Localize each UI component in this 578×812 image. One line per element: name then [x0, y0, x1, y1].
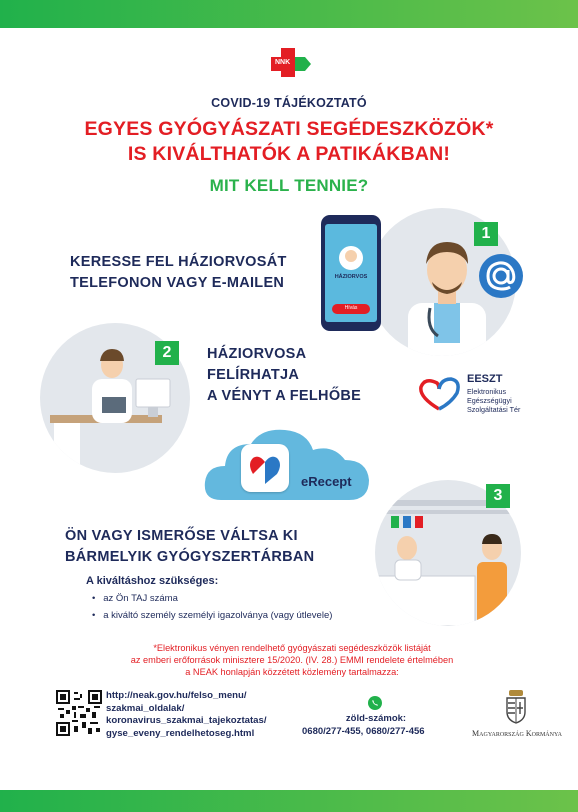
eeszt-heart-icon: [415, 375, 463, 413]
link-line3[interactable]: koronavirus_szakmai_tajekoztatas/: [106, 715, 267, 726]
step3-text: [65, 526, 314, 568]
erecept-cloud: [201, 422, 373, 512]
step2-line1: HÁZIORVOSA: [207, 346, 307, 362]
step2-number: 2: [155, 341, 179, 365]
kicker-title: COVID-19 TÁJÉKOZTATÓ: [211, 96, 367, 110]
coat-of-arms-icon: [503, 688, 529, 724]
eeszt-title: EESZT: [467, 373, 503, 385]
neak-link[interactable]: [106, 690, 267, 740]
requirement-item: • a kiváltó személy személyi igazolványa (vagy útlevele): [92, 610, 333, 621]
eeszt-line3: Szolgáltatási Tér: [467, 405, 521, 414]
whatsapp-phone-icon: [368, 696, 382, 710]
footnote-line3: a NEAK honlapján közzétett közlemény tartalmazza:: [185, 667, 399, 677]
step3-line2: BÁRMELYIK GYÓGYSZERTÁRBAN: [65, 549, 315, 565]
main-title-line2: IS KIVÁLTHATÓK A PATIKÁKBAN!: [127, 143, 451, 165]
eeszt-logo: [415, 373, 545, 419]
bottom-green-band: [0, 790, 578, 812]
logo-text: NNK: [275, 59, 291, 66]
step1-line1: KERESSE FEL HÁZIORVOSÁT: [70, 254, 287, 270]
contact-numbers: 0680/277-455, 0680/277-456: [302, 726, 425, 737]
step1-number: 1: [474, 222, 498, 246]
step1-line2: TELEFONON VAGY E-MAILEN: [70, 275, 285, 291]
footnote-line2: az emberi erőforrások minisztere 15/2020. (IV. 28.) EMMI rendelete értelmében: [130, 655, 454, 665]
main-title-line1: EGYES GYÓGYÁSZATI SEGÉDESZKÖZÖK*: [84, 118, 494, 140]
erecept-label: eRecept: [301, 474, 352, 489]
step3-number: 3: [486, 484, 510, 508]
requirement-item-text: az Ön TAJ száma: [103, 593, 178, 604]
link-line4[interactable]: gyse_eveny_rendelhetoseg.html: [106, 727, 255, 739]
government-name: Magyarország Kormánya: [472, 729, 562, 738]
step2-text: [207, 344, 361, 407]
qr-code: [56, 690, 102, 736]
subtitle: MIT KELL TENNIE?: [209, 176, 369, 195]
link-line1[interactable]: http://neak.gov.hu/felso_menu/: [106, 690, 247, 701]
eeszt-line2: Egészségügyi: [467, 396, 512, 405]
requirement-item: • az Ön TAJ száma: [92, 593, 178, 604]
requirement-item-text: a kiváltó személy személyi igazolványa (vagy útlevele): [103, 610, 333, 621]
step3-line1: ÖN VAGY ISMERŐSE VÁLTSA KI: [65, 528, 298, 544]
email-at-icon: [479, 254, 523, 298]
step2-line2: FELÍRHATJA: [207, 367, 300, 383]
footnote: [42, 642, 542, 678]
step2-line3: A VÉNYT A FELHŐBE: [207, 388, 362, 404]
nnk-logo: [265, 45, 313, 79]
link-line2[interactable]: szakmai_oldalak/: [106, 702, 185, 714]
requirements-title: A kiváltáshoz szükséges:: [86, 575, 219, 587]
top-green-band: [0, 0, 578, 28]
step1-text: [70, 252, 287, 294]
step1-phone-illustration: [320, 214, 382, 332]
erecept-app-icon: [241, 444, 289, 492]
contact-label: zöld-számok:: [345, 713, 407, 724]
eeszt-line1: Elektronikus: [467, 387, 507, 396]
footnote-line1: *Elektronikus vényen rendelhető gyógyászati segédeszközök listáját: [153, 643, 431, 653]
phone-contact-label: HÁZIORVOS: [334, 274, 368, 280]
phone-call-button: Hívás: [344, 305, 358, 311]
